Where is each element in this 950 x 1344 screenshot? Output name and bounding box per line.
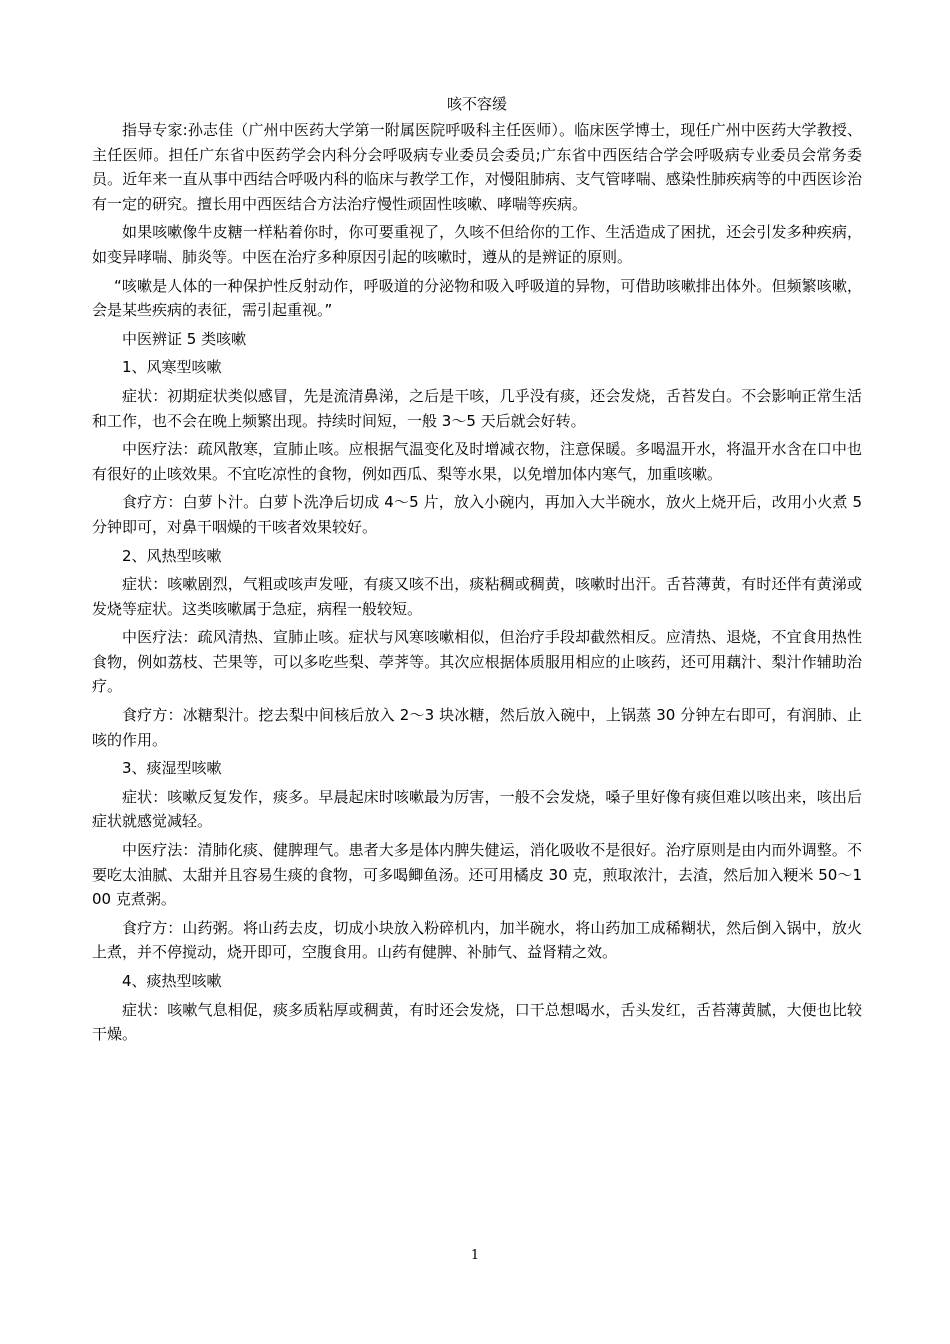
paragraph-wind-heat-diet: 食疗方：冰糖梨汁。挖去梨中间核后放入 2～3 块冰糖，然后放入碗中，上锅蒸 30 分钟左右即可，有润肺、止咳的作用。 (92, 706, 862, 749)
paragraph-wind-heat-symptoms: 症状：咳嗽剧烈，气粗或咳声发哑，有痰又咳不出，痰粘稠或稠黄，咳嗽时出汗。舌苔薄黄，有时还伴有黄涕或发烧等症状。这类咳嗽属于急症，病程一般较短。 (92, 575, 862, 618)
subheading-phlegm-heat: 4、痰热型咳嗽 (122, 972, 222, 990)
paragraph-phlegm-heat-symptoms: 症状：咳嗽气息相促，痰多质粘厚或稠黄，有时还会发烧，口干总想喝水，舌头发红，舌苔薄黄腻，大便也比较干燥。 (92, 1000, 862, 1044)
subheading-phlegm-damp: 3、痰湿型咳嗽 (122, 759, 222, 778)
paragraph-quote: “咳嗽是人体的一种保护性反射动作，呼吸道的分泌物和吸入呼吸道的异物，可借助咳嗽排出体外。但频繁咳嗽，会是某些疾病的表征，需引起重视。” (92, 276, 862, 320)
document-page (92, 92, 862, 1051)
document-title: 咳不容缓 (446, 95, 507, 113)
paragraph-phlegm-damp-treatment: 中医疗法：清肺化痰、健脾理气。患者大多是体内脾失健运，消化吸收不是很好。治疗原则是由内而外调整。不要吃太油腻、太甜并且容易生痰的食物，可多喝鲫鱼汤。还可用橘皮 30 克，煎取浓汁，去渣，然后加入粳米 50～100 克煮粥。 (92, 841, 862, 909)
paragraph-wind-cold-diet: 食疗方：白萝卜汁。白萝卜洗净后切成 4～5 片，放入小碗内，再加入大半碗水，放火上烧开后，改用小火煮 5 分钟即可，对鼻干咽燥的干咳者效果较好。 (92, 493, 862, 536)
paragraph-wind-heat-treatment: 中医疗法：疏风清热、宣肺止咳。症状与风寒咳嗽相似，但治疗手段却截然相反。应清热、退烧，不宜食用热性食物，例如荔枝、芒果等，可以多吃些梨、荸荠等。其次应根据体质服用相应的止咳药，还可用藕汁、梨汁作辅助治疗。 (92, 628, 862, 696)
section-heading-five-types: 中医辨证 5 类咳嗽 (122, 329, 247, 348)
paragraph-phlegm-damp-diet: 食疗方：山药粥。将山药去皮，切成小块放入粉碎机内，加半碗水，将山药加工成稀糊状，然后倒入锅中，放火上煮，并不停搅动，烧开即可，空腹食用。山药有健脾、补肺气、益肾精之效。 (92, 918, 862, 962)
paragraph-expert-intro: 指导专家:孙志佳（广州中医药大学第一附属医院呼吸科主任医师）。临床医学博士，现任广州中医药大学教授、主任医师。担任广东省中医药学会内科分会呼吸病专业委员会委员;广东省中西医结合学会呼吸病专业委员会常务委员。近年来一直从事中西结合呼吸内科的临床与教学工作，对慢阻肺病、支气管哮喘、感染性肺疾病等的中西医诊治有一定的研究。擅长用中西医结合方法治疗慢性顽固性咳嗽、哮喘等疾病。 (92, 121, 862, 213)
paragraph-wind-cold-symptoms: 症状：初期症状类似感冒，先是流清鼻涕，之后是干咳，几乎没有痰，还会发烧，舌苔发白。不会影响正常生活和工作，也不会在晚上频繁出现。持续时间短，一般 3～5 天后就会好转。 (92, 386, 862, 430)
paragraph-wind-cold-treatment: 中医疗法：疏风散寒，宣肺止咳。应根据气温变化及时增减衣物，注意保暖。多喝温开水，将温开水含在口中也有很好的止咳效果。不宜吃凉性的食物，例如西瓜、梨等水果，以免增加体内寒气，加重咳嗽。 (92, 440, 862, 483)
subheading-wind-heat: 2、风热型咳嗽 (122, 546, 222, 565)
paragraph-phlegm-damp-symptoms: 症状：咳嗽反复发作，痰多。早晨起床时咳嗽最为厉害，一般不会发烧，嗓子里好像有痰但难以咳出来，咳出后症状就感觉减轻。 (92, 787, 862, 831)
paragraph-intro: 如果咳嗽像牛皮糖一样粘着你时，你可要重视了，久咳不但给你的工作、生活造成了困扰，还会引发多种疾病，如变异哮喘、肺炎等。中医在治疗多种原因引起的咳嗽时，遵从的是辨证的原则。 (92, 223, 862, 266)
subheading-wind-cold: 1、风寒型咳嗽 (122, 358, 222, 377)
page-number: 1 (470, 1248, 480, 1263)
